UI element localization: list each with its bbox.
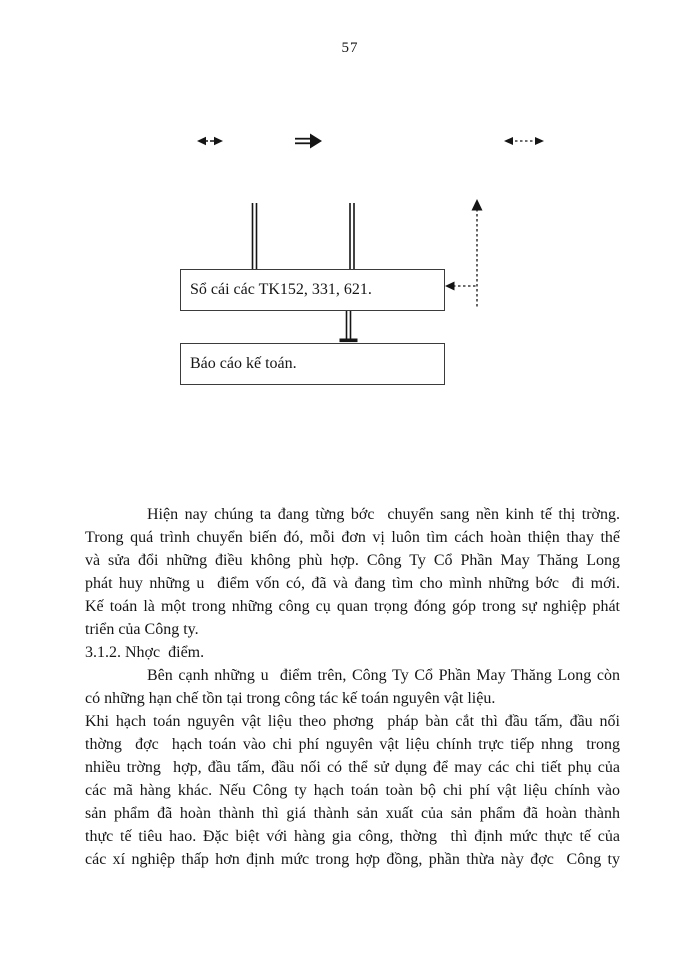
body-line: nhiều trờng hợp, đầu tấm, đầu nối có thể sử dụng để may các chi tiết phụ của: [85, 759, 620, 776]
body-line: thờng đợc hạch toán vào chi phí nguyên vật liệu chính trực tiếp nhng trong: [85, 736, 620, 753]
accounting-report-label: Báo cáo kế toán.: [190, 355, 297, 372]
body-text: [85, 503, 620, 871]
body-line: Hiện nay chúng ta đang từng bớc chuyển sang nền kinh tế thị trờng.: [147, 506, 620, 523]
body-line: Khi hạch toán nguyên vật liệu theo phơng pháp bàn cắt thì đầu tấm, đầu nối: [85, 713, 620, 730]
ledger-accounts-box: [180, 269, 445, 311]
body-line: triển của Công ty.: [85, 621, 199, 638]
section-heading: 3.1.2. Nhợc điểm.: [85, 644, 205, 661]
body-line: Bên cạnh những u điểm trên, Công Ty Cổ Phần May Thăng Long còn: [147, 667, 620, 684]
dashed-two-way-arrow-icon: [504, 137, 544, 145]
body-line: các xí nghiệp thấp hơn định mức trong hợp đồng, phần thừa này đợc Công ty: [85, 851, 620, 868]
page-number: 57: [341, 40, 359, 56]
body-line: có những hạn chế tồn tại trong công tác kế toán nguyên vật liệu.: [85, 690, 496, 707]
body-line: phát huy những u điểm vốn có, đã và đang tìm cho mình những bớc đi mới.: [85, 575, 620, 592]
accounting-report-box: [180, 343, 445, 385]
body-line: Kế toán là một trong những công cụ quan trọng đóng góp trong sự nghiệp phát: [85, 598, 620, 615]
dashed-up-arrow: [472, 199, 483, 308]
ledger-accounts-label: Sổ cái các TK152, 331, 621.: [190, 281, 372, 298]
body-line: sản phẩm đã hoàn thành thì giá thành sản xuất của sản phẩm đã hoàn thành: [85, 805, 620, 822]
body-line: và sửa đổi những điều không phù hợp. Công Ty Cổ Phần May Thăng Long: [85, 552, 620, 569]
thick-right-arrow-icon: [295, 134, 322, 149]
body-line: Trong quá trình chuyển biến đó, mỗi đơn vị luôn tìm cách hoàn thiện thay thế: [85, 529, 620, 546]
dashed-left-arrow: [445, 282, 477, 291]
two-way-arrow-icon: [197, 137, 223, 145]
body-line: các mã hàng khác. Nếu Công ty hạch toán toàn bộ chi phí vật liệu chính vào: [85, 782, 620, 799]
body-line: thực tế tiêu hao. Đặc biệt với hàng gia công, thờng thì định mức thực tế của: [85, 828, 620, 845]
